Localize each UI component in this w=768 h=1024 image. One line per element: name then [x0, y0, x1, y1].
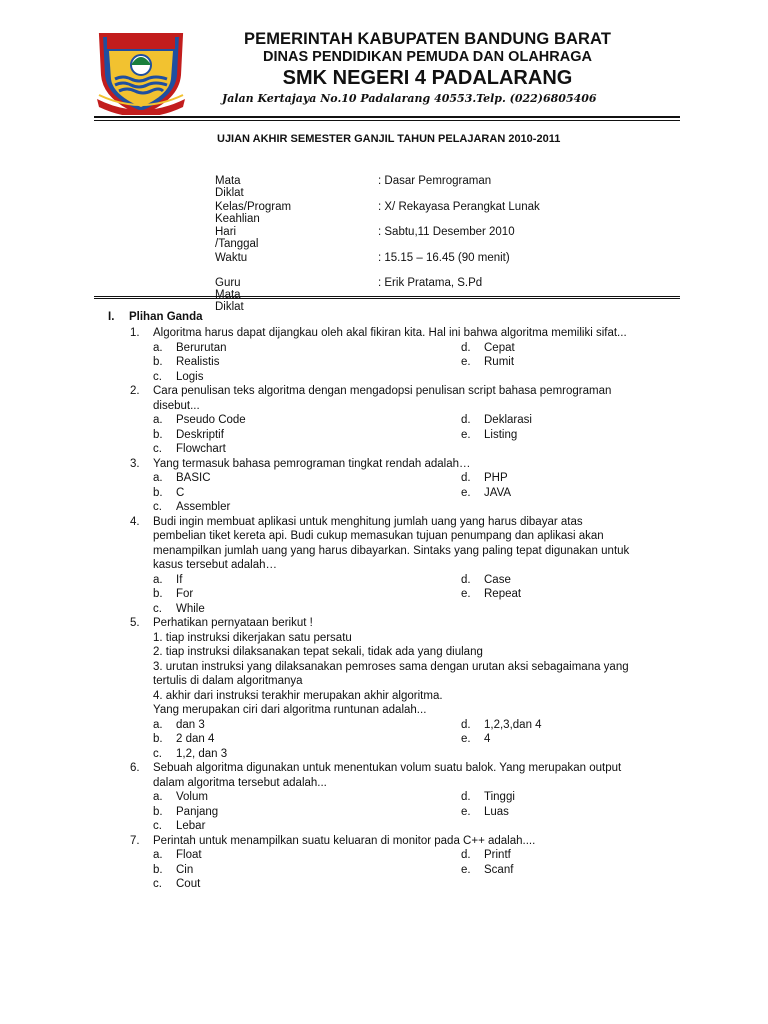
- answer-options: [153, 718, 678, 762]
- option-letter: a.: [153, 573, 163, 586]
- option-letter: a.: [153, 472, 163, 484]
- info-value: : 15.15 – 16.45 (90 menit): [378, 251, 510, 264]
- answer-option-b: [153, 732, 453, 747]
- option-text: Cepat: [484, 341, 515, 354]
- option-letter: a.: [153, 718, 163, 731]
- answer-option-b: [153, 355, 453, 370]
- option-text: If: [176, 573, 183, 586]
- answer-option-a: [153, 413, 453, 428]
- option-letter: d.: [461, 414, 471, 426]
- option-text: Berurutan: [176, 341, 227, 354]
- question-line: Budi ingin membuat aplikasi untuk menghitung jumlah uang yang harus dibayar atas: [153, 515, 583, 528]
- school-address: Jalan Kertajaya No.10 Padalarang 40553.Telp. (022)6805406: [222, 92, 597, 105]
- question-item: [130, 326, 678, 384]
- question-number: 2.: [130, 385, 140, 397]
- government-name: PEMERINTAH KABUPATEN BANDUNG BARAT: [244, 30, 611, 48]
- option-text: Volum: [176, 791, 208, 803]
- option-letter: c.: [153, 370, 162, 383]
- question-number: 7.: [130, 834, 140, 847]
- option-letter: e.: [461, 588, 471, 600]
- answer-option-c: [153, 442, 453, 457]
- department-name: DINAS PENDIDIKAN PEMUDA DAN OLAHRAGA: [263, 49, 592, 65]
- option-letter: c.: [153, 501, 162, 513]
- option-letter: d.: [461, 341, 471, 354]
- option-letter: e.: [461, 428, 471, 441]
- answer-options: [153, 790, 678, 834]
- option-text: 4: [484, 733, 491, 745]
- option-letter: a.: [153, 414, 163, 426]
- option-letter: c.: [153, 747, 162, 760]
- option-text: Rumit: [484, 356, 515, 368]
- info-divider-thin: [94, 298, 680, 299]
- option-text: C: [176, 486, 185, 499]
- option-text: Lebar: [176, 820, 206, 832]
- answer-options: [153, 848, 678, 892]
- option-letter: b.: [153, 863, 163, 876]
- question-text: [153, 515, 678, 573]
- answer-option-c: [153, 747, 453, 762]
- option-letter: b.: [153, 356, 163, 368]
- question-item: [130, 761, 678, 834]
- option-text: Tinggi: [484, 791, 515, 803]
- answer-option-a: [153, 790, 453, 805]
- option-letter: d.: [461, 472, 471, 484]
- option-letter: b.: [153, 588, 163, 600]
- question-number: 6.: [130, 762, 140, 774]
- section-number: I.: [108, 311, 115, 323]
- question-number: 3.: [130, 457, 140, 470]
- option-text: JAVA: [484, 486, 512, 499]
- option-text: Cout: [176, 878, 201, 890]
- answer-options: [153, 413, 678, 457]
- school-name: SMK NEGERI 4 PADALARANG: [282, 67, 573, 89]
- question-number: 4.: [130, 515, 140, 528]
- option-letter: d.: [461, 718, 471, 731]
- question-text: [153, 384, 678, 413]
- option-letter: e.: [461, 356, 471, 368]
- answer-options: [153, 471, 678, 515]
- question-line: Perintah untuk menampilkan suatu keluaran di monitor pada C++ adalah....: [153, 834, 536, 847]
- question-line: 4. akhir dari instruksi terakhir merupakan akhir algoritma.: [153, 689, 443, 702]
- answer-option-a: [153, 573, 453, 588]
- header-divider-thick: [94, 116, 680, 118]
- info-value: : X/ Rekayasa Perangkat Lunak: [378, 200, 540, 213]
- answer-option-c: [153, 877, 453, 892]
- question-item: [130, 616, 678, 761]
- answer-option-b: [153, 587, 453, 602]
- option-text: Cin: [176, 863, 194, 876]
- option-letter: e.: [461, 805, 471, 818]
- section-title: Plihan Ganda: [129, 311, 203, 323]
- option-letter: c.: [153, 878, 162, 890]
- letterhead: [200, 30, 655, 90]
- option-letter: e.: [461, 863, 471, 876]
- answer-option-b: [153, 486, 453, 501]
- question-line: disebut...: [153, 399, 200, 412]
- option-letter: d.: [461, 849, 471, 861]
- question-line: tertulis di dalam algoritmanya: [153, 675, 303, 687]
- info-label: Kelas/Program Keahlian: [215, 200, 292, 225]
- question-item: [130, 515, 678, 617]
- info-value: : Dasar Pemrograman: [378, 175, 492, 187]
- question-line: menampilkan jumlah uang yang harus dibayarkan. Sintaks yang paling tepat digunakan untuk: [153, 544, 630, 557]
- answer-options: [153, 573, 678, 617]
- option-text: Logis: [176, 370, 204, 383]
- option-text: Assembler: [176, 501, 231, 513]
- question-line: Algoritma harus dapat dijangkau oleh akal fikiran kita. Hal ini bahwa algoritma memiliki sifat...: [153, 327, 627, 339]
- option-text: Realistis: [176, 356, 220, 368]
- question-line: kasus tersebut adalah…: [153, 559, 278, 571]
- option-text: Pseudo Code: [176, 414, 246, 426]
- option-text: While: [176, 602, 205, 615]
- question-list: [130, 326, 678, 892]
- question-line: Perhatikan pernyataan berikut !: [153, 617, 313, 629]
- answer-option-b: [153, 805, 453, 820]
- option-letter: d.: [461, 791, 471, 803]
- option-text: Flowchart: [176, 443, 226, 455]
- option-text: Case: [484, 573, 511, 586]
- answer-option-b: [153, 428, 453, 443]
- answer-option-c: [153, 602, 453, 617]
- option-text: 1,2,3,dan 4: [484, 718, 542, 731]
- option-text: Deklarasi: [484, 414, 532, 426]
- answer-option-a: [153, 471, 453, 486]
- question-line: Yang termasuk bahasa pemrograman tingkat rendah adalah…: [153, 457, 471, 470]
- answer-option-c: [153, 819, 453, 834]
- answer-option-a: [153, 848, 453, 863]
- option-text: PHP: [484, 472, 508, 484]
- option-text: Listing: [484, 428, 518, 441]
- option-letter: d.: [461, 573, 471, 586]
- question-item: [130, 384, 678, 457]
- option-text: Deskriptif: [176, 428, 224, 441]
- question-line: Cara penulisan teks algoritma dengan mengadopsi penulisan script bahasa pemrograman: [153, 385, 612, 397]
- option-letter: e.: [461, 733, 471, 745]
- option-text: 2 dan 4: [176, 733, 215, 745]
- question-line: 1. tiap instruksi dikerjakan satu persatu: [153, 631, 352, 644]
- info-value: : Sabtu,11 Desember 2010: [378, 226, 515, 238]
- header-divider-thin: [94, 120, 680, 121]
- answer-option-c: [153, 370, 453, 385]
- option-letter: b.: [153, 733, 163, 745]
- question-line: dalam algoritma tersebut adalah...: [153, 776, 327, 789]
- question-line: pembelian tiket kereta api. Budi cukup memasukan tujuan penumpang dan aplikasi akan: [153, 530, 604, 542]
- answer-options: [153, 341, 678, 385]
- info-label: Waktu: [215, 251, 248, 264]
- option-text: Panjang: [176, 805, 219, 818]
- option-letter: c.: [153, 443, 162, 455]
- option-text: dan 3: [176, 718, 205, 731]
- question-line: Sebuah algoritma digunakan untuk menentukan volum suatu balok. Yang merupakan output: [153, 762, 622, 774]
- answer-option-a: [153, 341, 453, 356]
- answer-option-c: [153, 500, 453, 515]
- answer-option-a: [153, 718, 453, 733]
- exam-title: UJIAN AKHIR SEMESTER GANJIL TAHUN PELAJARAN 2010-2011: [217, 133, 561, 145]
- question-number: 1.: [130, 327, 140, 339]
- question-item: [130, 457, 678, 515]
- question-text: [153, 616, 678, 718]
- info-value: : Erik Pratama, S.Pd: [378, 277, 483, 289]
- question-line: Yang merupakan ciri dari algoritma runtunan adalah...: [153, 704, 427, 716]
- option-text: Luas: [484, 805, 509, 818]
- question-item: [130, 834, 678, 892]
- question-line: 2. tiap instruksi dilaksanakan tepat sekali, tidak ada yang diulang: [153, 646, 483, 658]
- option-text: For: [176, 588, 194, 600]
- question-line: 3. urutan instruksi yang dilaksanakan pemroses sama dengan urutan aksi sebagaimana yang: [153, 660, 629, 673]
- info-label: Guru Mata Diklat: [215, 277, 244, 313]
- question-text: [153, 457, 678, 472]
- question-text: [153, 326, 678, 341]
- regency-logo: [97, 29, 185, 115]
- question-number: 5.: [130, 617, 140, 629]
- option-letter: c.: [153, 820, 162, 832]
- option-text: Float: [176, 849, 202, 861]
- info-label: Hari /Tanggal: [215, 226, 259, 250]
- option-letter: e.: [461, 486, 471, 499]
- option-letter: b.: [153, 428, 163, 441]
- option-text: Repeat: [484, 588, 522, 600]
- option-letter: a.: [153, 849, 163, 861]
- option-letter: b.: [153, 486, 163, 499]
- question-text: [153, 834, 678, 849]
- answer-option-b: [153, 863, 453, 878]
- option-letter: c.: [153, 602, 162, 615]
- option-text: Printf: [484, 849, 511, 861]
- option-letter: a.: [153, 791, 163, 803]
- option-letter: b.: [153, 805, 163, 818]
- option-text: 1,2, dan 3: [176, 747, 228, 760]
- option-text: BASIC: [176, 472, 211, 484]
- info-divider: [94, 296, 680, 297]
- info-label: Mata Diklat: [215, 175, 244, 199]
- question-text: [153, 761, 678, 790]
- option-text: Scanf: [484, 863, 514, 876]
- option-letter: a.: [153, 341, 163, 354]
